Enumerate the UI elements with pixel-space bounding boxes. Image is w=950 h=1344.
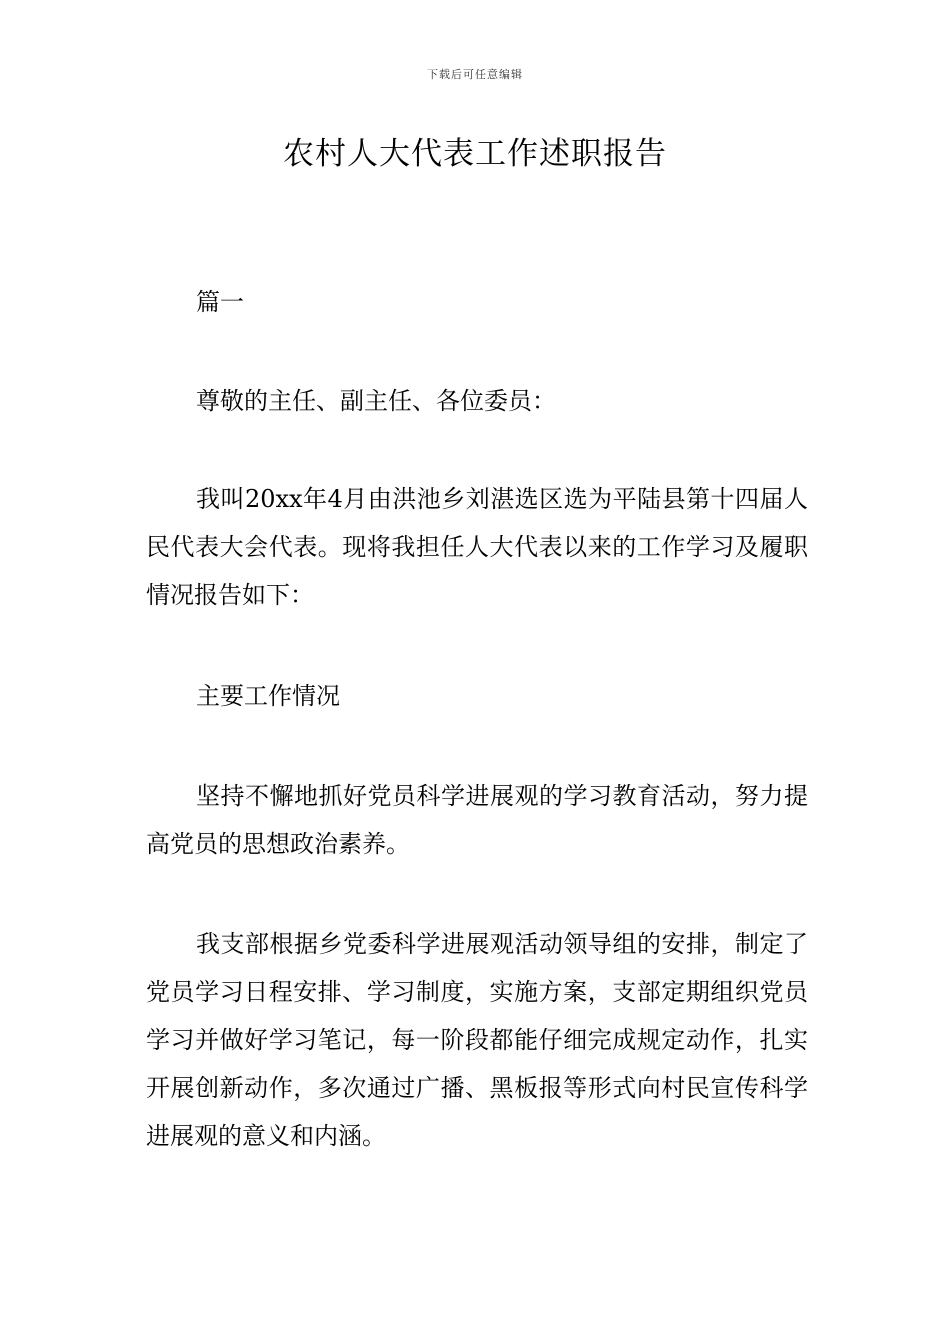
intro-paragraph-text: 我叫20xx年4月由洪池乡刘湛选区选为平陆县第十四届人民代表大会代表。现将我担任人大代表以来的工作学习及履职情况报告如下： [146,485,808,609]
salutation-text: 尊敬的主任、副主任、各位委员： [196,387,556,415]
section-heading-text: 主要工作情况 [196,682,340,710]
section-label [146,278,808,326]
section-heading [146,672,808,720]
section-label-text: 篇一 [196,288,244,316]
body-paragraph-2 [146,920,808,1160]
document-title: 农村人大代表工作述职报告 [283,136,667,172]
body-paragraph-2-text: 我支部根据乡党委科学进展观活动领导组的安排，制定了党员学习日程安排、学习制度，实施方案，支部定期组织党员学习并做好学习笔记，每一阶段都能仔细完成规定动作，扎实开展创新动作，多次通过广播、黑板报等形式向村民宣传科学进展观的意义和内涵。 [146,930,808,1150]
intro-paragraph [146,475,808,619]
salutation [146,377,808,425]
header-note: 下载后可任意编辑 [427,68,523,81]
body-paragraph-1 [146,772,808,868]
body-paragraph-1-text: 坚持不懈地抓好党员科学进展观的学习教育活动，努力提高党员的思想政治素养。 [146,782,808,858]
